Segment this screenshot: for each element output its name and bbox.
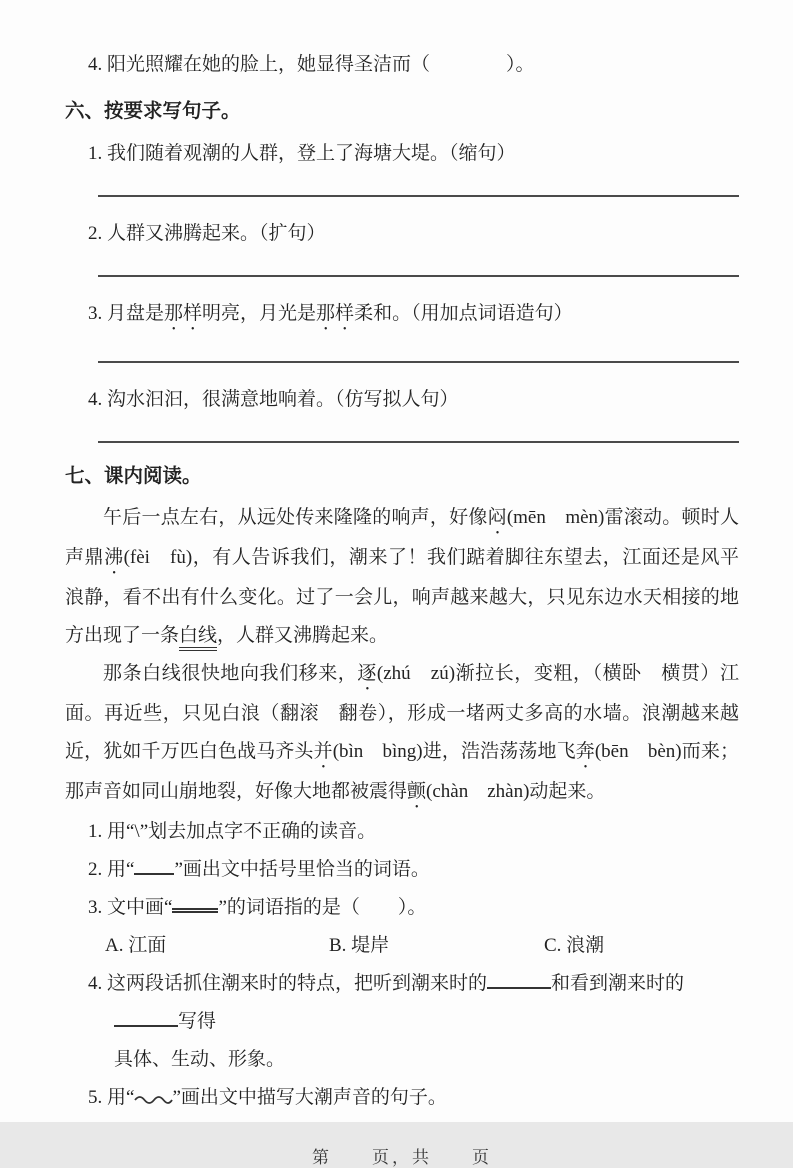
s7-question-4 [88,965,739,1079]
choice-options-row [105,927,739,965]
passage-segment: (mēn mèn)雷滚动。顿时人声鼎 [65,507,739,568]
s7-question-5 [88,1079,739,1117]
section-seven-heading: 七、课内阅读。 [65,465,202,487]
s6-question-2 [88,219,739,249]
question-number: 3. [88,303,103,324]
fill-in-blank [487,971,551,989]
question-number: 2. [88,859,103,880]
question-text-part: 用“ [107,859,135,880]
dotted-char: 并 [313,741,333,762]
question-text-part: 和看到潮来时的 [551,973,685,994]
option-a: A. 江面 [105,935,167,956]
question-number: 3. [88,897,103,918]
question-text: 沟水汩汩，很满意地响着。（仿写拟人句） [107,389,459,410]
section-six-heading: 六、按要求写句子。 [65,100,241,122]
question-text: 人群又沸腾起来。（扩句） [107,223,326,244]
passage-segment: 那条白线很快地向我们移来， [103,663,358,684]
question-text: 我们随着观潮的人群，登上了海塘大堤。（缩句） [107,143,516,164]
question-text: 用“\”划去加点字不正确的读音。 [107,821,377,842]
question-text-part: 文中画“ [107,897,173,918]
s7-question-2 [88,851,739,889]
passage-segment: (fèi fù)，有人告诉我们，潮来了！我们踮着脚往东望去，江面还是风平浪静，看不出有什么变化。过了一会儿，响声越来越大，只见东边水天相接的地方出现了一条 [65,547,739,646]
question-number: 4. [88,54,103,75]
answer-line [98,415,739,443]
question-number: 1. [88,821,103,842]
passage-segment: (bìn bìng)进，浩浩荡荡地飞 [332,741,576,762]
double-line-blank [172,892,218,913]
question-number: 4. [88,973,103,994]
reading-passage [65,499,739,813]
s6-question-4 [88,385,739,415]
question-text-part: 这两段话抓住潮来时的特点，把听到潮来时的 [107,973,488,994]
s7-question-3 [88,889,739,927]
passage-paragraph-1 [65,499,739,655]
dotted-char: 颤 [407,781,427,802]
wavy-line-icon [134,1079,172,1117]
passage-segment: (chàn zhàn)动起来。 [426,781,606,802]
s7-question-1 [88,813,739,851]
passage-segment: ，人群又沸腾起来。 [217,625,389,646]
option-b: B. 堤岸 [329,935,390,956]
passage-segment: (zhú zú)渐拉长，变粗，（横卧 横贯）江面。再近些，只见白浪（翻滚 翻卷），形成一堵两丈多高的水墙。浪潮越来越近，犹如千万匹白色战马齐头 [65,663,739,762]
question-number: 5. [88,1087,103,1108]
answer-line [98,249,739,277]
question-text-part: 柔和。（用加点词语造句） [354,303,573,324]
dotted-char: 沸 [104,547,124,568]
question-text-part: 月盘是 [107,303,165,324]
double-underlined-word: 白线 [179,625,217,651]
single-line-blank [134,857,174,875]
question-text-part: ”画出文中描写大潮声音的句子。 [172,1087,447,1108]
question-text-part: 具体、生动、形象。 [114,1049,286,1070]
question-item-top [88,50,739,80]
passage-segment: 午后一点左右，从远处传来隆隆的响声，好像 [103,507,488,528]
question-number: 1. [88,143,103,164]
dotted-word: 那样 [164,303,203,324]
fill-in-blank [114,1009,178,1027]
dotted-char: 闷 [487,507,507,528]
question-text-part: 写得 [178,1011,217,1032]
question-text-part: ”的词语指的是（ ）。 [218,897,427,918]
option-c: C. 浪潮 [544,935,605,956]
question-number: 2. [88,223,103,244]
question-text-part: ”画出文中括号里恰当的词语。 [174,859,430,880]
passage-paragraph-2 [65,655,739,813]
question-number: 4. [88,389,103,410]
passage-segment: (bēn bèn)而来；那声音如同山崩地裂，好像大地都被震得 [65,741,739,802]
answer-line [98,169,739,197]
s6-question-1 [88,139,739,169]
s6-question-3 [88,299,739,335]
answer-line [98,335,739,363]
dotted-char: 奔 [575,741,595,762]
page-footer: 第 页，共 页 [312,1148,492,1167]
question-text-part: 明亮，月光是 [202,303,317,324]
dotted-char: 逐 [357,663,377,684]
question-text: 阳光照耀在她的脸上，她显得圣洁而（ ）。 [107,54,535,75]
dotted-word: 那样 [316,303,355,324]
question-text-part: 用“ [107,1087,135,1108]
